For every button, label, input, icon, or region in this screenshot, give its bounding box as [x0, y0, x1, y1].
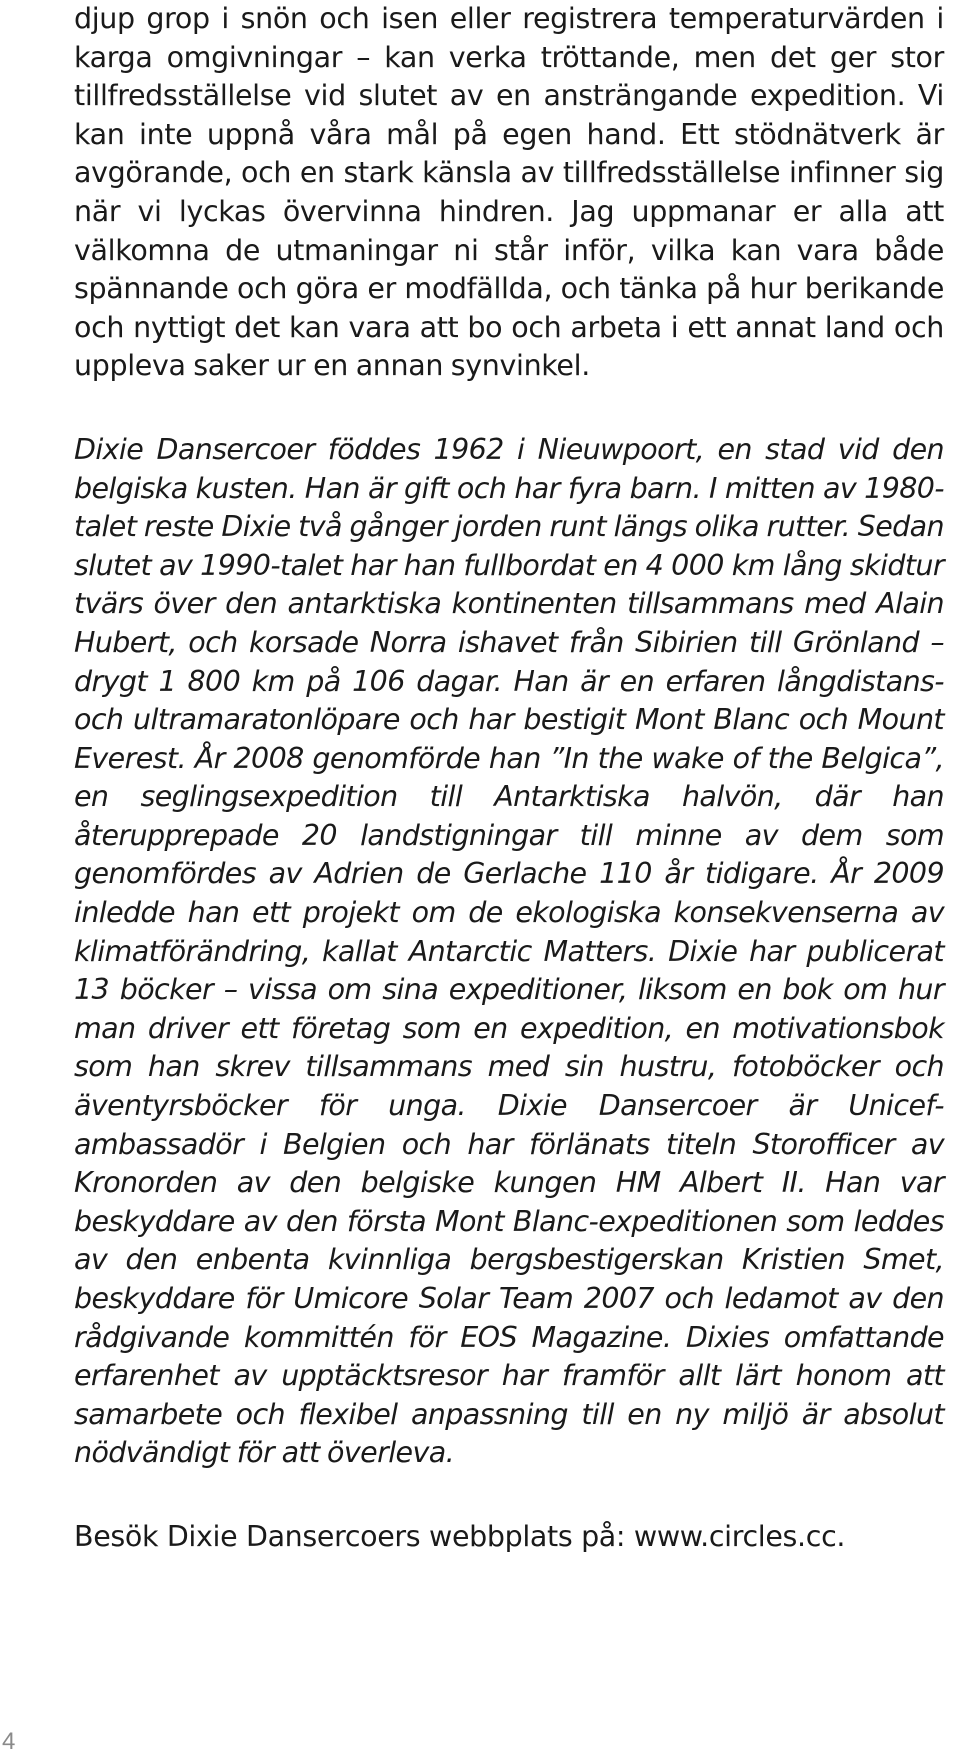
page-body	[74, 0, 944, 1557]
website-line: Besök Dixie Dansercoers webbplats på: www.circles.cc.	[74, 1519, 846, 1553]
page-number: 4	[2, 1728, 16, 1755]
author-bio-paragraph: Dixie Dansercoer föddes 1962 i Nieuwpoort, en stad vid den belgiska kusten. Han är gift och har fyra barn. I mitten av 1980-talet reste Dixie två gånger jorden runt längs olika rutter. Sedan slutet av 1990-talet har han fullbordat en 4 000 km lång skidtur tvärs över den antarktiska kontinenten tillsammans med Alain Hubert, och korsade Norra ishavet från Sibirien till Grönland – drygt 1 800 km på 106 dagar. Han är en erfaren långdistans- och ultramaratonlöpare och har bestigit Mont Blanc och Mount Everest. År 2008 genomförde han ”In the wake of the Belgica”, en seglingsexpedition till Antarktiska halvön, där han återupprepade 20 landstigningar till minne av dem som genomfördes av Adrien de Gerlache 110 år tidigare. År 2009 inledde han ett projekt om de ekologiska konsekvenserna av klimatförändring, kallat Antarctic Matters. Dixie har publicerat 13 böcker – vissa om sina expeditioner, liksom en bok om hur man driver ett företag som en expedition, en motivationsbok som han skrev tillsammans med sin hustru, fotoböcker och äventyrsböcker för unga. Dixie Dansercoer är Unicef-ambassadör i Belgien och har förlänats titeln Storofficer av Kronorden av den belgiske kungen HM Albert II. Han var beskyddare av den första Mont Blanc-expeditionen som leddes av den enbenta kvinnliga bergsbestigerskan Kristien Smet, beskyddare för Umicore Solar Team 2007 och ledamot av den rådgivande kommittén för EOS Magazine. Dixies omfattande erfarenhet av upptäcktsresor har framför allt lärt honom att samarbete och flexibel anpassning till en ny miljö är absolut nödvändigt för att överleva.	[74, 432, 944, 1470]
intro-paragraph: djup grop i snön och isen eller registrera temperaturvärden i karga omgivningar – kan verka tröttande, men det ger stor tillfredsställelse vid slutet av en ansträngande expedition. Vi kan inte uppnå våra mål på egen hand. Ett stödnätverk är avgörande, och en stark känsla av tillfredsställelse infinner sig när vi lyckas övervinna hindren. Jag uppmanar er alla att välkomna de utmaningar ni står inför, vilka kan vara både spännande och göra er modfällda, och tänka på hur berikande och nyttigt det kan vara att bo och arbeta i ett annat land och uppleva saker ur en annan synvinkel.	[74, 2, 944, 383]
